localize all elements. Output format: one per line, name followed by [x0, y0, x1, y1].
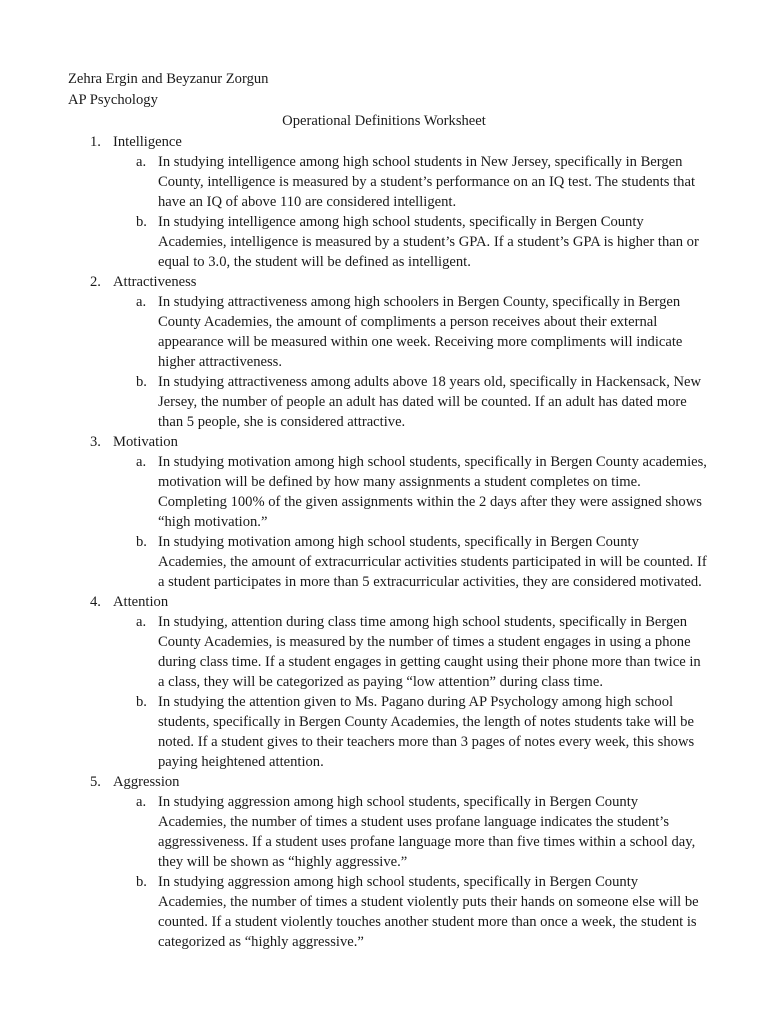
list-item-heading	[68, 592, 708, 612]
term-title: Attention	[113, 594, 169, 610]
term-title: Aggression	[113, 774, 180, 790]
list-item-heading	[68, 272, 708, 292]
term-title: Attractiveness	[113, 274, 197, 290]
term-title: Intelligence	[113, 134, 182, 150]
list-item-heading	[68, 772, 708, 792]
list-item-heading	[68, 132, 708, 152]
definition-text: In studying attractiveness among high schoolers in Bergen County, specifically in Bergen County Academies, the amount of compliments a person receives about their external appearance will be measured within one week. Receiving more compliments will indicate higher attractiveness.	[158, 294, 683, 370]
sub-letter: a.	[136, 794, 147, 810]
list-number: 1.	[90, 134, 101, 150]
sub-letter: a.	[136, 154, 147, 170]
sub-letter: a.	[136, 614, 147, 630]
definition-entry	[68, 612, 708, 692]
list-item	[68, 132, 708, 272]
list-item	[68, 592, 708, 772]
list-number: 4.	[90, 594, 101, 610]
authors-line: Zehra Ergin and Beyzanur Zorgun	[68, 71, 269, 87]
definition-entry	[68, 692, 708, 772]
definitions-list	[68, 132, 708, 952]
definition-entry	[68, 292, 708, 372]
document-header	[68, 69, 268, 111]
definition-entry	[68, 212, 708, 272]
definition-text: In studying intelligence among high school students in New Jersey, specifically in Bergen County, intelligence is measured by a student’s performance on an IQ test. The students that have an IQ of above 110 are considered intelligent.	[158, 154, 695, 210]
sub-letter: b.	[136, 374, 147, 390]
list-item-heading	[68, 432, 708, 452]
sub-letter: b.	[136, 694, 147, 710]
list-number: 3.	[90, 434, 101, 450]
definition-text: In studying motivation among high school students, specifically in Bergen County Academies, the amount of extracurricular activities students participated in will be counted. If a student participates in more than 5 extracurricular activities, they are considered motivated.	[158, 534, 707, 590]
definition-entry	[68, 792, 708, 872]
list-item	[68, 272, 708, 432]
definition-text: In studying motivation among high school students, specifically in Bergen County academies, motivation will be defined by how many assignments a student completes on time. Completing 100% of the given assignments within the 2 days after they were assigned shows “high motivation.”	[158, 454, 707, 530]
definition-entry	[68, 152, 708, 212]
definition-text: In studying aggression among high school students, specifically in Bergen County Academies, the number of times a student uses profane language indicates the student’s aggressiveness. If a student uses profane language more than five times within a school day, they will be shown as “highly aggressive.”	[158, 794, 696, 870]
list-number: 2.	[90, 274, 101, 290]
course-line: AP Psychology	[68, 92, 158, 108]
definition-entry	[68, 872, 708, 952]
definition-entry	[68, 372, 708, 432]
list-number: 5.	[90, 774, 101, 790]
definition-entry	[68, 532, 708, 592]
sub-letter: b.	[136, 214, 147, 230]
sub-letter: b.	[136, 534, 147, 550]
sub-letter: a.	[136, 454, 147, 470]
sub-letter: a.	[136, 294, 147, 310]
list-item	[68, 432, 708, 592]
definition-text: In studying intelligence among high school students, specifically in Bergen County Academies, intelligence is measured by a student’s GPA. If a student’s GPA is higher than or equal to 3.0, the student will be defined as intelligent.	[158, 214, 699, 270]
definition-text: In studying aggression among high school students, specifically in Bergen County Academies, the number of times a student violently puts their hands on someone else will be counted. If a student violently touches another student more than once a week, the student is categorized as “highly aggressive.”	[158, 874, 699, 950]
definition-text: In studying attractiveness among adults above 18 years old, specifically in Hackensack, New Jersey, the number of people an adult has dated will be counted. If an adult has dated more than 5 people, she is considered attractive.	[158, 374, 702, 430]
worksheet-title: Operational Definitions Worksheet	[282, 113, 486, 129]
list-item	[68, 772, 708, 952]
term-title: Motivation	[113, 434, 178, 450]
definition-text: In studying, attention during class time among high school students, specifically in Bergen County Academies, is measured by the number of times a student engages in using a phone during class time. If a student engages in getting caught using their phone more than twice in a class, they will be categorized as paying “low attention” during class time.	[158, 614, 701, 690]
definition-text: In studying the attention given to Ms. Pagano during AP Psychology among high school students, specifically in Bergen County Academies, the length of notes students take will be noted. If a student gives to their teachers more than 3 pages of notes every week, this shows paying heightened attention.	[158, 694, 695, 770]
sub-letter: b.	[136, 874, 147, 890]
definition-entry	[68, 452, 708, 532]
